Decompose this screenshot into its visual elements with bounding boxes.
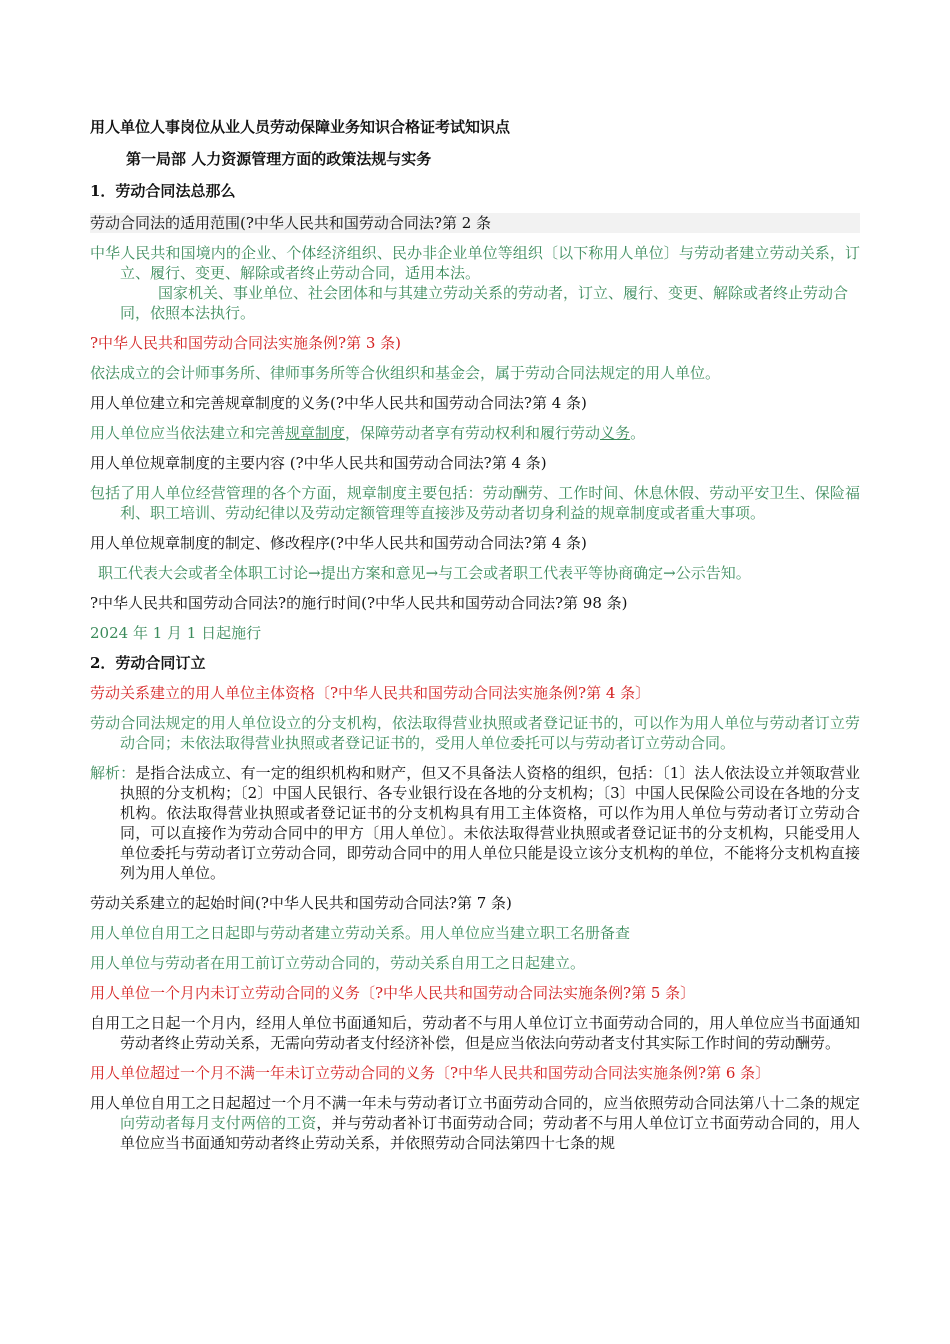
answer-rules-duty-text1: 用人单位应当依法建立和完善 [90,424,286,442]
answer-scope [90,243,860,323]
answer-scope-part1: 中华人民共和国境内的企业、个体经济组织、民办非企业单位等组织〔以下称用人单位〕与劳动者建立劳动关系，订立、履行、变更、解除或者终止劳动合同，适用本法。 [90,244,860,282]
answer-rules-duty-text2: ，保障劳动者享有劳动权利和履行劳动 [345,424,601,442]
part-heading: 第一局部 人力资源管理方面的政策法规与实务 [126,150,432,168]
answer-effective-date: 2024 年 1 月 1 日起施行 [90,624,262,642]
duty-link[interactable]: 义务 [600,424,631,442]
analysis-note [90,763,860,883]
question-rules-procedure: 用人单位规章制度的制定、修改程序(?中华人民共和国劳动合同法?第 4 条) [90,534,587,552]
document-title: 用人单位人事岗位从业人员劳动保障业务知识合格证考试知识点 [90,118,511,136]
rules-link[interactable]: 规章制度 [285,424,346,442]
question-rules-content: 用人单位规章制度的主要内容 (?中华人民共和国劳动合同法?第 4 条) [90,454,547,472]
answer-rules-duty-text3: 。 [630,424,646,442]
question-employer-qualification: 劳动关系建立的用人单位主体资格〔?中华人民共和国劳动合同法实施条例?第 4 条〕 [90,684,651,702]
analysis-text: 是指合法成立、有一定的组织机构和财产，但又不具备法人资格的组织，包括：〔1〕法人依法设立并领取营业执照的分支机构；〔2〕中国人民银行、各专业银行设在各地的分支机构；〔3〕中国人民保险公司设在各地的分支机构。依法取得营业执照或者登记证书的分支机构具有用工主体资格，可以作为用人单位与劳动者订立劳动合同，可以直接作为劳动合同中的甲方〔用人单位〕。未依法取得营业执照或者登记证书的分支机构，只能受用人单位委托与劳动者订立劳动合同，即劳动合同中的用人单位只能是设立该分支机构的单位，不能将分支机构直接列为用人单位。 [120,764,860,882]
answer-rules-procedure: 职工代表大会或者全体职工讨论→提出方案和意见→与工会或者职工代表平等协商确定→公示告知。 [98,564,751,582]
question-rules-duty: 用人单位建立和完善规章制度的义务(?中华人民共和国劳动合同法?第 4 条) [90,394,587,412]
double-wage-highlight: 向劳动者每月支付两倍的工资 [120,1114,317,1132]
answer-rules-duty [90,423,860,443]
question-effective-date: ?中华人民共和国劳动合同法?的施行时间(?中华人民共和国劳动合同法?第 98 条) [90,594,628,612]
answer-one-month: 自用工之日起一个月内，经用人单位书面通知后，劳动者不与用人单位订立书面劳动合同的，用人单位应当书面通知劳动者终止劳动关系，无需向劳动者支付经济补偿，但是应当依法向劳动者支付其实际工作时间的劳动酬劳。 [90,1014,860,1052]
question-one-month: 用人单位一个月内未订立劳动合同的义务〔?中华人民共和国劳动合同法实施条例?第 5 条〕 [90,984,696,1002]
answer-relation-start-1: 用人单位自用工之日起即与劳动者建立劳动关系。用人单位应当建立职工名册备查 [90,924,631,942]
answer-employer-qualification: 劳动合同法规定的用人单位设立的分支机构，依法取得营业执照或者登记证书的，可以作为用人单位与劳动者订立劳动合同；未依法取得营业执照或者登记证书的，受用人单位委托可以与劳动者订立劳动合同。 [90,714,860,752]
answer-relation-start-2: 用人单位与劳动者在用工前订立劳动合同的，劳动关系自用工之日起建立。 [90,954,586,972]
section-heading-1: 1．劳动合同法总那么 [90,182,236,200]
answer-over-one-month-text2: ，并与劳动者补订书面劳动合同；劳动者不与用人单位订立书面劳动合同的，用人单位应当书面通知劳动者终止劳动关系，并依照劳动合同法第四十七条的规 [120,1114,860,1152]
section-heading-2: 2．劳动合同订立 [90,654,206,672]
answer-over-one-month [90,1093,860,1153]
question-relation-start: 劳动关系建立的起始时间(?中华人民共和国劳动合同法?第 7 条) [90,894,512,912]
document-page [90,117,860,1153]
answer-over-one-month-text1: 用人单位自用工之日起超过一个月不满一年未与劳动者订立书面劳动合同的，应当依照劳动合同法第八十二条的规定 [90,1094,860,1112]
question-regulation-art3: ?中华人民共和国劳动合同法实施条例?第 3 条) [90,334,402,352]
analysis-label: 解析： [90,764,136,782]
question-scope: 劳动合同法的适用范围(?中华人民共和国劳动合同法?第 2 条 [90,213,860,233]
answer-regulation-art3: 依法成立的会计师事务所、律师事务所等合伙组织和基金会，属于劳动合同法规定的用人单位。 [90,364,721,382]
answer-rules-content: 包括了用人单位经营管理的各个方面，规章制度主要包括：劳动酬劳、工作时间、休息休假、劳动平安卫生、保险福利、职工培训、劳动纪律以及劳动定额管理等直接涉及劳动者切身利益的规章制度或者重大事项。 [90,484,860,522]
question-over-one-month: 用人单位超过一个月不满一年未订立劳动合同的义务〔?中华人民共和国劳动合同法实施条例?第 6 条〕 [90,1064,771,1082]
answer-scope-part2: 国家机关、事业单位、社会团体和与其建立劳动关系的劳动者，订立、履行、变更、解除或者终止劳动合同，依照本法执行。 [120,284,849,322]
